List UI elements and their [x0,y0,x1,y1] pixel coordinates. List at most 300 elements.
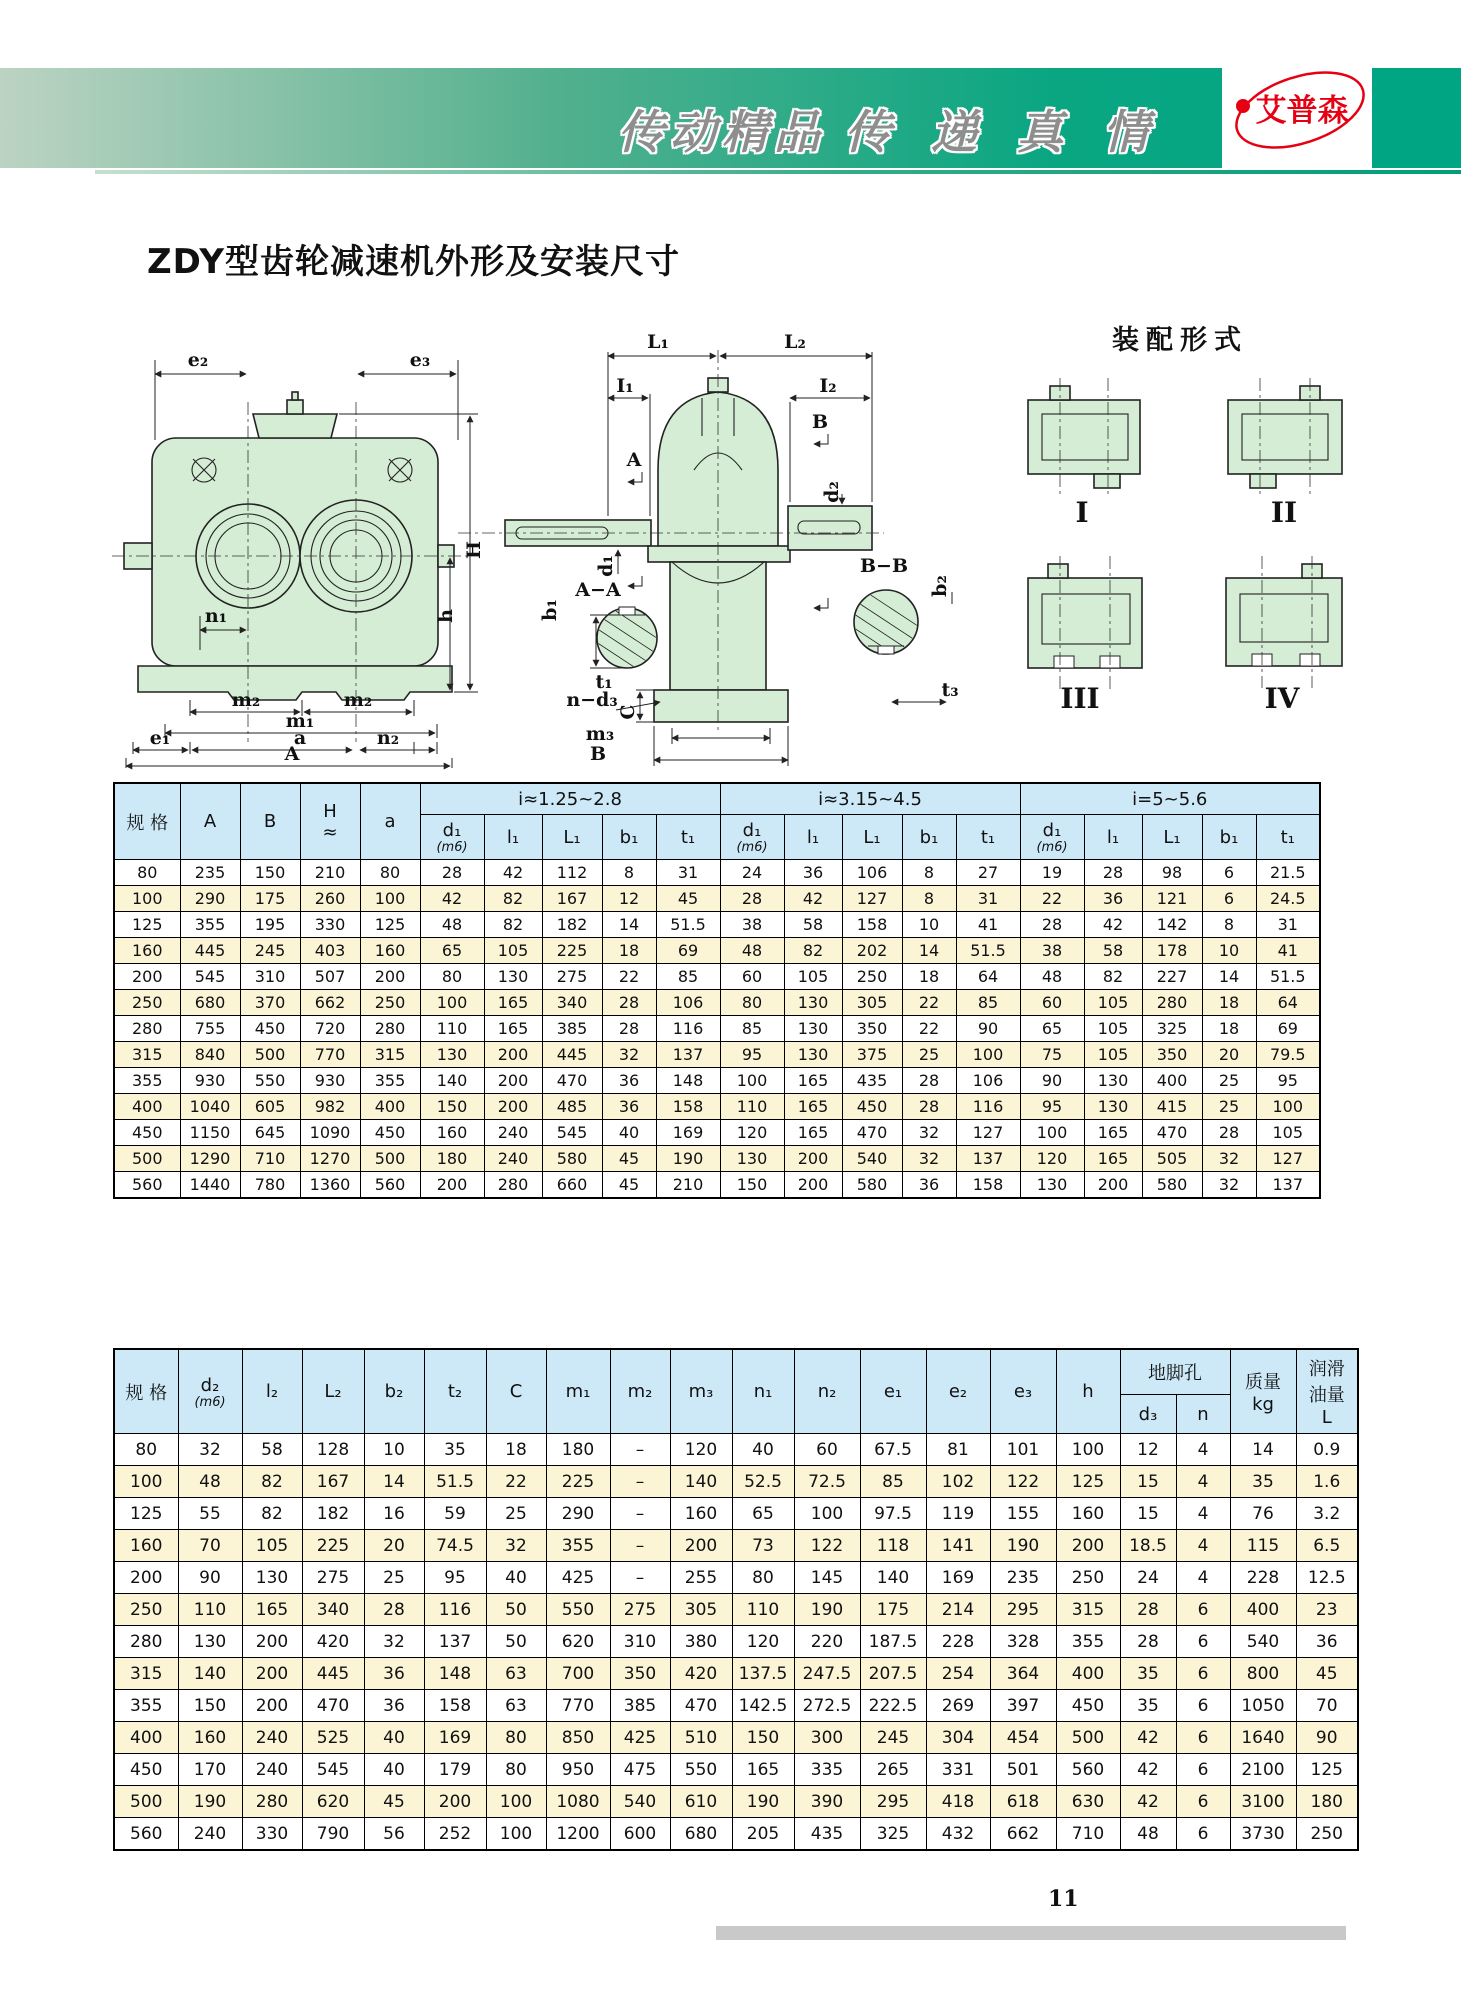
dimension-label: e₂ [187,349,209,371]
column-header: L₁ [542,815,602,860]
table-cell: 167 [302,1466,364,1498]
table-cell: 28 [602,990,656,1016]
table-cell: 50 [486,1594,546,1626]
table-cell: 85 [656,964,720,990]
table-cell: 106 [656,990,720,1016]
table-cell: 12 [1120,1434,1176,1466]
table-cell: 65 [1020,1016,1084,1042]
table-cell: 225 [542,938,602,964]
table-cell: 32 [902,1120,956,1146]
ratio-group-header: i=5~5.6 [1020,783,1320,815]
table-cell: 105 [1084,1042,1142,1068]
column-header: d₁ (m6) [720,815,784,860]
dimension-label: I₂ [819,375,837,397]
table-cell: 51.5 [656,912,720,938]
table-cell: 240 [484,1146,542,1172]
side-view-drawing [458,331,959,766]
table-cell: 60 [1020,990,1084,1016]
table-cell: 150 [178,1690,242,1722]
table-cell: 82 [484,886,542,912]
table-cell: 240 [178,1818,242,1851]
table-cell: 40 [364,1754,424,1786]
dimension-label: L₂ [784,331,806,353]
table-cell: 137 [424,1626,486,1658]
table-cell: 14 [364,1466,424,1498]
table-cell: 100 [794,1498,860,1530]
table-row [114,1068,1320,1094]
table-cell: 800 [1230,1658,1296,1690]
table-cell: – [610,1498,670,1530]
table-cell: 12.5 [1296,1562,1358,1594]
table-cell: 370 [240,990,300,1016]
table-cell: 100 [486,1818,546,1851]
table-cell: 790 [302,1818,364,1851]
table-row [114,1594,1358,1626]
table-cell: 165 [1084,1120,1142,1146]
column-header: e₃ [990,1349,1056,1434]
table-cell: 42 [1120,1786,1176,1818]
dimension-label: B [589,743,607,765]
table-cell: 275 [302,1562,364,1594]
table-cell: 105 [1084,990,1142,1016]
table-cell: 470 [1142,1120,1202,1146]
table-cell: 6 [1176,1626,1230,1658]
table-cell: 180 [546,1434,610,1466]
table-cell: 130 [178,1626,242,1658]
table-row [114,860,1320,886]
page-number: 11 [1048,1886,1079,1912]
table-cell: 1090 [300,1120,360,1146]
table-cell: 180 [420,1146,484,1172]
table-cell: 69 [656,938,720,964]
table-cell: 305 [670,1594,732,1626]
table-cell: 48 [1120,1818,1176,1851]
table-cell: 80 [720,990,784,1016]
table-cell: 3.2 [1296,1498,1358,1530]
table-cell: 364 [990,1658,1056,1690]
table-cell: 167 [542,886,602,912]
brand-logo [1222,52,1372,172]
table-cell: 304 [926,1722,990,1754]
table-cell: 110 [420,1016,484,1042]
table-cell: 10 [902,912,956,938]
table-cell: 560 [360,1172,420,1199]
table-cell: 220 [794,1626,860,1658]
table-cell: 6 [1176,1786,1230,1818]
table-cell: 32 [1202,1172,1256,1199]
table-cell: 169 [926,1562,990,1594]
table-row [114,1690,1358,1722]
row-spec: 355 [114,1068,180,1094]
column-header: L₂ [302,1349,364,1434]
table-cell: 501 [990,1754,1056,1786]
table-cell: 58 [784,912,842,938]
table-cell: 130 [784,1016,842,1042]
column-header: d₃ [1120,1395,1176,1434]
table-cell: 36 [364,1658,424,1690]
table-cell: 710 [240,1146,300,1172]
table-cell: 51.5 [1256,964,1320,990]
dimension-label: A [284,743,300,765]
table-cell: 141 [926,1530,990,1562]
table-cell: 6 [1176,1594,1230,1626]
table-cell: 355 [546,1530,610,1562]
assembly-form-2 [1228,378,1342,496]
table-cell: 42 [1120,1754,1176,1786]
table-cell: 375 [842,1042,902,1068]
column-header: t₁ [956,815,1020,860]
table-row [114,1172,1320,1199]
table-cell: 200 [484,1042,542,1068]
table-cell: 200 [242,1658,302,1690]
table-cell: 106 [956,1068,1020,1094]
table-cell: 200 [670,1530,732,1562]
row-spec: 560 [114,1172,180,1199]
logo-text: 艾普森 [1255,93,1349,129]
table-cell: 165 [784,1120,842,1146]
table-cell: 545 [180,964,240,990]
table-cell: 355 [1056,1626,1120,1658]
table-cell: 90 [1020,1068,1084,1094]
table-cell: 50 [486,1626,546,1658]
table-cell: 420 [670,1658,732,1690]
table-cell: 10 [364,1434,424,1466]
table-cell: 97.5 [860,1498,926,1530]
dimension-table-2 [113,1348,1359,1851]
table-cell: 122 [794,1530,860,1562]
table-cell: 380 [670,1626,732,1658]
table-cell: 300 [794,1722,860,1754]
table-cell: 31 [656,860,720,886]
table-cell: 64 [956,964,1020,990]
table-cell: 250 [1296,1818,1358,1851]
table-cell: 100 [1256,1094,1320,1120]
table-cell: 780 [240,1172,300,1199]
table-cell: 48 [178,1466,242,1498]
table-cell: 331 [926,1754,990,1786]
table-cell: 18 [486,1434,546,1466]
table-cell: 28 [720,886,784,912]
table-cell: 25 [364,1562,424,1594]
column-header: h [1056,1349,1120,1434]
dimension-label: B−B [859,555,909,577]
dimension-label: A−A [575,579,621,601]
table-cell: 510 [670,1722,732,1754]
table-cell: 200 [420,1172,484,1199]
row-spec: 280 [114,1626,178,1658]
table-cell: 275 [542,964,602,990]
table-cell: 252 [424,1818,486,1851]
table-cell: 350 [1142,1042,1202,1068]
table-cell: 8 [902,886,956,912]
dimension-label: b₂ [929,575,951,597]
table-cell: 205 [732,1818,794,1851]
column-header: B [240,783,300,860]
table-cell: 28 [364,1594,424,1626]
dimension-label: m₂ [343,689,373,711]
table-cell: 105 [784,964,842,990]
table-cell: 64 [1256,990,1320,1016]
table-cell: 200 [1056,1530,1120,1562]
dimension-label: I₁ [616,375,634,397]
table-cell: 662 [300,990,360,1016]
table-cell: 328 [990,1626,1056,1658]
table-cell: 8 [602,860,656,886]
table-cell: 6 [1176,1754,1230,1786]
table-cell: 165 [732,1754,794,1786]
table-cell: 21.5 [1256,860,1320,886]
table-cell: 80 [486,1754,546,1786]
table-cell: 18 [1202,990,1256,1016]
row-spec: 80 [114,1434,178,1466]
row-spec: 355 [114,1690,178,1722]
dimension-label: C [617,704,639,720]
table-cell: 45 [656,886,720,912]
table-cell: 200 [424,1786,486,1818]
table-cell: 4 [1176,1562,1230,1594]
table-cell: 95 [424,1562,486,1594]
table-cell: 618 [990,1786,1056,1818]
table-row [114,1722,1358,1754]
table-cell: 102 [926,1466,990,1498]
table-cell: 580 [542,1146,602,1172]
table-cell: 400 [360,1094,420,1120]
table-cell: 74.5 [424,1530,486,1562]
table-cell: 340 [542,990,602,1016]
column-header: d₁ (m6) [1020,815,1084,860]
table-cell: 150 [732,1722,794,1754]
table-row [114,1466,1358,1498]
dimension-label: b₁ [539,599,561,621]
table-cell: 400 [1056,1658,1120,1690]
table-cell: 310 [240,964,300,990]
table-cell: 269 [926,1690,990,1722]
table-cell: 110 [720,1094,784,1120]
table-cell: 245 [240,938,300,964]
header-right-block [1372,68,1461,168]
table-cell: 158 [424,1690,486,1722]
table-cell: 415 [1142,1094,1202,1120]
table-cell: 235 [990,1562,1056,1594]
row-spec: 160 [114,1530,178,1562]
assembly-forms-drawing [1028,378,1342,715]
footer-bar [716,1926,1346,1940]
table-cell: 158 [842,912,902,938]
dimension-label: L₁ [647,331,669,353]
table-cell: 275 [610,1594,670,1626]
table-cell: 142 [1142,912,1202,938]
table-cell: 1290 [180,1146,240,1172]
table-cell: 560 [1056,1754,1120,1786]
table-cell: 770 [546,1690,610,1722]
table-cell: 580 [842,1172,902,1199]
column-header: d₁ (m6) [420,815,484,860]
table-cell: 15 [1120,1498,1176,1530]
table-cell: 42 [784,886,842,912]
table-cell: 58 [242,1434,302,1466]
table-cell: – [610,1562,670,1594]
table-cell: 840 [180,1042,240,1068]
table-cell: 19 [1020,860,1084,886]
table-cell: 130 [1084,1094,1142,1120]
front-view-drawing [112,349,485,768]
table-cell: 18.5 [1120,1530,1176,1562]
row-spec: 250 [114,1594,178,1626]
table-cell: 140 [420,1068,484,1094]
table-cell: 75 [1020,1042,1084,1068]
table-cell: 32 [486,1530,546,1562]
table-cell: 36 [602,1094,656,1120]
table-cell: 605 [240,1094,300,1120]
dimension-label: m₃ [585,723,615,745]
row-spec: 315 [114,1658,178,1690]
table-cell: 24 [720,860,784,886]
table-cell: 100 [956,1042,1020,1068]
table-cell: 445 [542,1042,602,1068]
table-cell: 182 [542,912,602,938]
table-cell: 119 [926,1498,990,1530]
table-cell: 200 [360,964,420,990]
table-cell: 40 [486,1562,546,1594]
table-cell: 120 [720,1120,784,1146]
table-cell: 36 [1296,1626,1358,1658]
table-cell: 116 [424,1594,486,1626]
column-header: L₁ [842,815,902,860]
table-cell: 28 [1084,860,1142,886]
table-cell: 35 [1120,1690,1176,1722]
row-spec: 560 [114,1818,178,1851]
table-cell: 1440 [180,1172,240,1199]
table-cell: 1040 [180,1094,240,1120]
table-cell: 160 [1056,1498,1120,1530]
table-cell: 81 [926,1434,990,1466]
column-header: L₁ [1142,815,1202,860]
table-cell: 72.5 [794,1466,860,1498]
table-row [114,1786,1358,1818]
row-spec: 400 [114,1094,180,1120]
table-cell: 6 [1202,860,1256,886]
table-cell: 12 [602,886,656,912]
table-cell: 280 [484,1172,542,1199]
dimension-label: I [1075,496,1089,529]
table-cell: 36 [602,1068,656,1094]
table-cell: 160 [670,1498,732,1530]
table-cell: 160 [360,938,420,964]
table-cell: 105 [1084,1016,1142,1042]
table-cell: 445 [180,938,240,964]
table-cell: 38 [720,912,784,938]
table-cell: 90 [1296,1722,1358,1754]
table-cell: 16 [364,1498,424,1530]
dimension-label: II [1270,496,1298,529]
table-cell: 540 [1230,1626,1296,1658]
row-spec: 100 [114,886,180,912]
page-title: ZDY型齿轮减速机外形及安装尺寸 [147,242,681,282]
column-header: b₁ [902,815,956,860]
table-cell: 22 [902,1016,956,1042]
table-cell: 25 [486,1498,546,1530]
table-cell: 1080 [546,1786,610,1818]
table-cell: 525 [302,1722,364,1754]
table-cell: 0.9 [1296,1434,1358,1466]
table-row [114,990,1320,1016]
column-header: A [180,783,240,860]
table-cell: 31 [956,886,1020,912]
column-header: 质量 kg [1230,1349,1296,1434]
table-cell: 82 [484,912,542,938]
table-cell: 25 [902,1042,956,1068]
table-cell: 100 [486,1786,546,1818]
table-row [114,1754,1358,1786]
table-cell: 420 [302,1626,364,1658]
table-cell: 254 [926,1658,990,1690]
table-cell: 200 [784,1146,842,1172]
table-cell: 235 [180,860,240,886]
table-cell: 165 [242,1594,302,1626]
table-cell: 200 [242,1626,302,1658]
table-cell: 121 [1142,886,1202,912]
table-cell: 207.5 [860,1658,926,1690]
table-cell: 32 [602,1042,656,1068]
dimension-label: h [435,609,457,623]
table-cell: 445 [302,1658,364,1690]
slogan-left: 传动精品 [618,105,826,159]
table-cell: 55 [178,1498,242,1530]
table-cell: 85 [720,1016,784,1042]
table-cell: 710 [1056,1818,1120,1851]
table-cell: 20 [364,1530,424,1562]
dimension-label: III [1060,682,1100,715]
table-cell: 200 [1084,1172,1142,1199]
table-row [114,1042,1320,1068]
table-cell: 165 [484,990,542,1016]
table-row [114,1498,1358,1530]
foundation-hole-group-header: 地脚孔 [1120,1349,1230,1395]
table-cell: 60 [720,964,784,990]
column-header: t₂ [424,1349,486,1434]
table-cell: 850 [546,1722,610,1754]
table-cell: 90 [956,1016,1020,1042]
table-cell: 182 [302,1498,364,1530]
table-cell: 228 [926,1626,990,1658]
table-cell: 4 [1176,1434,1230,1466]
table-cell: 40 [364,1722,424,1754]
table-cell: 680 [670,1818,732,1851]
row-spec: 200 [114,964,180,990]
table-cell: 260 [300,886,360,912]
table-cell: 169 [656,1120,720,1146]
table-cell: 27 [956,860,1020,886]
table-cell: 545 [542,1120,602,1146]
assembly-section-title: 装配形式 [1112,325,1248,356]
row-spec: 125 [114,912,180,938]
table-cell: 150 [420,1094,484,1120]
table-cell: 190 [656,1146,720,1172]
row-spec: 200 [114,1562,178,1594]
dimension-label: n₂ [376,727,400,749]
table-cell: 28 [1202,1120,1256,1146]
table-cell: 60 [794,1434,860,1466]
table-cell: 14 [1202,964,1256,990]
table-cell: 137 [956,1146,1020,1172]
column-header: n₁ [732,1349,794,1434]
table-cell: 150 [720,1172,784,1199]
column-header: t₁ [656,815,720,860]
table-cell: 645 [240,1120,300,1146]
table-cell: 435 [842,1068,902,1094]
table-cell: 385 [542,1016,602,1042]
table-cell: 110 [178,1594,242,1626]
